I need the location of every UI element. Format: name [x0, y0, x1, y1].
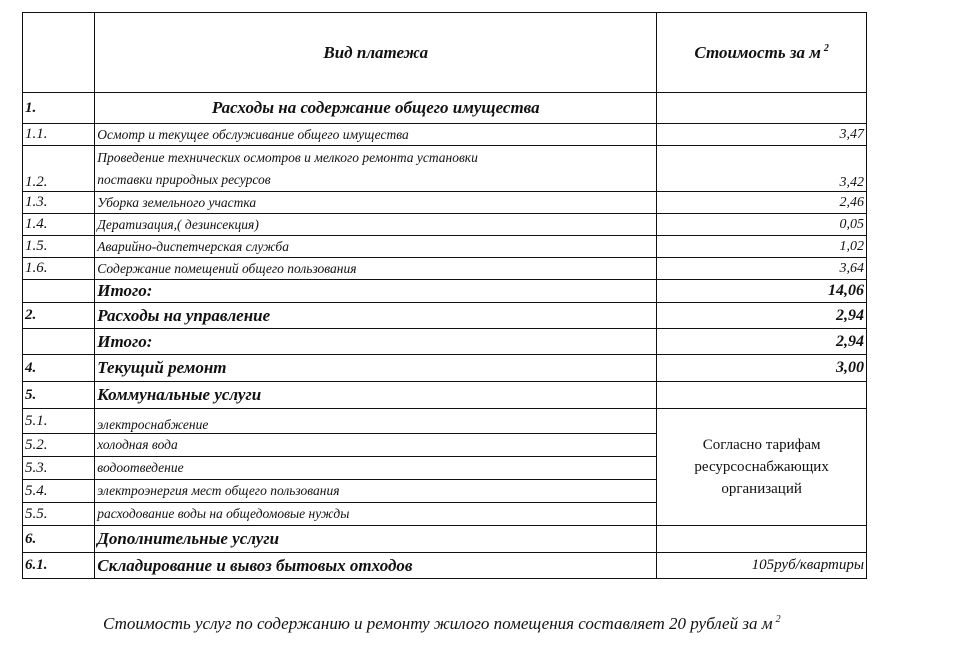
row-number: 5.4.	[23, 480, 95, 503]
row-description: холодная вода	[95, 434, 657, 457]
row-number: 1.2.	[23, 146, 95, 192]
row-description: Текущий ремонт	[95, 355, 657, 382]
table-row	[23, 192, 867, 214]
row-description: Итого:	[95, 329, 657, 355]
row-number: 1.	[23, 93, 95, 124]
row-number: 2.	[23, 303, 95, 329]
row-number: 1.6.	[23, 258, 95, 280]
row-value	[657, 93, 867, 124]
header-cost-label: Стоимость за м	[694, 42, 821, 62]
tariff-table	[22, 12, 867, 579]
row-number: 5.2.	[23, 434, 95, 457]
row-number: 1.4.	[23, 214, 95, 236]
row-description: Содержание помещений общего пользования	[95, 258, 657, 280]
utilities-tariff-note: Согласно тарифам ресурсоснабжающих организаций	[657, 409, 867, 526]
row-number: 1.5.	[23, 236, 95, 258]
row-description: Дополнительные услуги	[95, 526, 657, 553]
footer-superscript: 2	[775, 614, 781, 626]
table-header-row	[23, 13, 867, 93]
row-value: 105руб/квартиры	[657, 553, 867, 579]
table-row	[23, 382, 867, 409]
row-description: электроэнергия мест общего пользования	[95, 480, 657, 503]
row-value: 3,00	[657, 355, 867, 382]
row-value: 14,06	[657, 280, 867, 303]
row-description: Расходы на управление	[95, 303, 657, 329]
table-row	[23, 258, 867, 280]
header-number-cell	[23, 13, 95, 93]
table-row	[23, 526, 867, 553]
table-row	[23, 214, 867, 236]
table-row-total	[23, 280, 867, 303]
row-value	[657, 526, 867, 553]
row-value: 0,05	[657, 214, 867, 236]
row-description-line: Проведение технических осмотров и мелкого ремонта установки	[97, 149, 478, 165]
row-number: 6.1.	[23, 553, 95, 579]
header-cost-superscript: 2	[823, 42, 829, 54]
header-cost	[657, 13, 867, 93]
row-description: Уборка земельного участка	[95, 192, 657, 214]
row-value: 3,47	[657, 124, 867, 146]
row-description-line: поставки природных ресурсов	[97, 171, 271, 187]
row-description: электроснабжение	[95, 409, 657, 434]
row-value: 2,94	[657, 329, 867, 355]
row-description: Итого:	[95, 280, 657, 303]
row-value: 2,94	[657, 303, 867, 329]
row-number: 5.	[23, 382, 95, 409]
row-description: Дератизация,( дезинсекция)	[95, 214, 657, 236]
row-description: Складирование и вывоз бытовых отходов	[95, 553, 657, 579]
table-row	[23, 93, 867, 124]
table-row	[23, 355, 867, 382]
row-number: 5.1.	[23, 409, 95, 434]
row-number: 4.	[23, 355, 95, 382]
row-value: 3,42	[657, 146, 867, 192]
table-row	[23, 146, 867, 192]
footer-text: Стоимость услуг по содержанию и ремонту жилого помещения составляет 20 рублей за м	[103, 614, 773, 633]
row-number: 6.	[23, 526, 95, 553]
row-description: Аварийно-диспетчерская служба	[95, 236, 657, 258]
header-payment-type: Вид платежа	[95, 13, 657, 93]
row-value: 3,64	[657, 258, 867, 280]
footer-note	[103, 614, 781, 634]
row-value: 2,46	[657, 192, 867, 214]
row-description: расходование воды на общедомовые нужды	[95, 503, 657, 526]
table-row	[23, 303, 867, 329]
row-value	[657, 382, 867, 409]
row-description: Расходы на содержание общего имущества	[95, 93, 657, 124]
table-row	[23, 553, 867, 579]
table-row	[23, 124, 867, 146]
row-value: 1,02	[657, 236, 867, 258]
row-description: Коммунальные услуги	[95, 382, 657, 409]
row-description	[95, 146, 657, 192]
row-number: 1.3.	[23, 192, 95, 214]
row-number	[23, 329, 95, 355]
row-description: Осмотр и текущее обслуживание общего имущества	[95, 124, 657, 146]
table-row-total	[23, 329, 867, 355]
row-description: водоотведение	[95, 457, 657, 480]
table-row	[23, 409, 867, 434]
table-row	[23, 236, 867, 258]
row-number	[23, 280, 95, 303]
row-number: 1.1.	[23, 124, 95, 146]
row-number: 5.5.	[23, 503, 95, 526]
row-number: 5.3.	[23, 457, 95, 480]
